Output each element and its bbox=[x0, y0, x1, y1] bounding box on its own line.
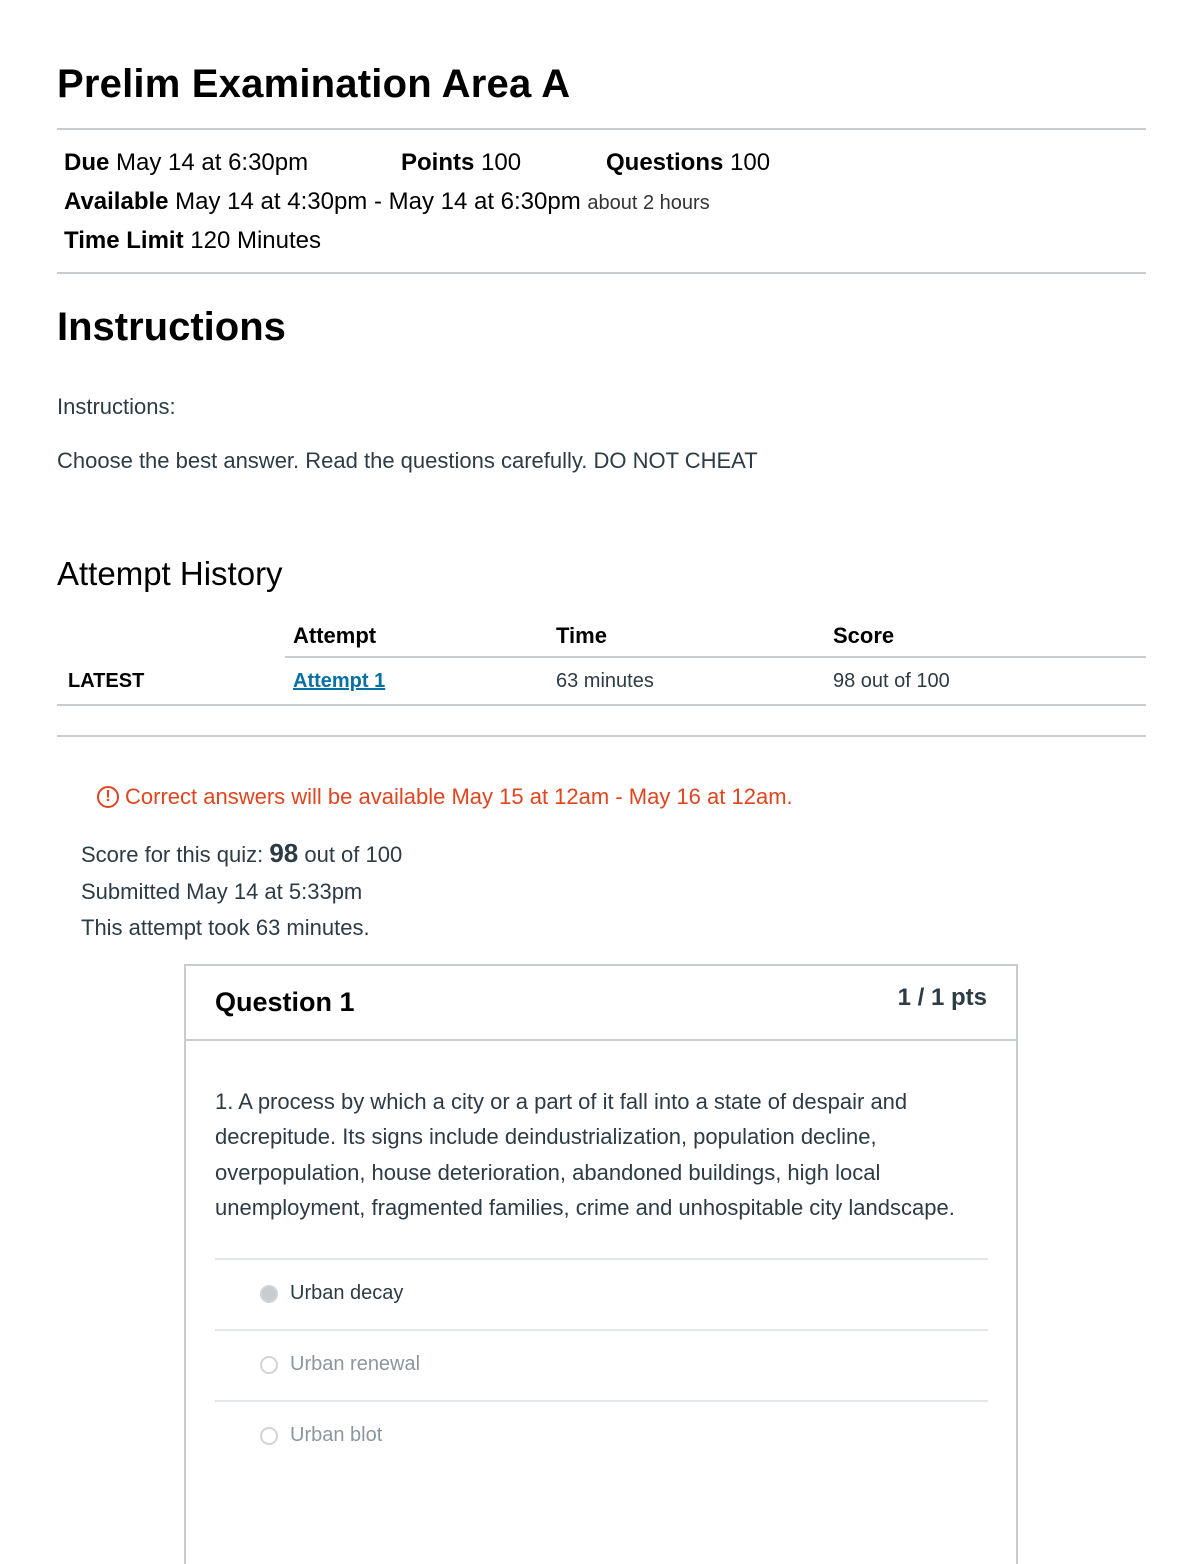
answer-label: Urban blot bbox=[290, 1424, 383, 1446]
page-title: Prelim Examination Area A bbox=[57, 62, 571, 106]
questions-label: Questions bbox=[606, 149, 724, 176]
column-header-time: Time bbox=[556, 623, 607, 648]
question-points: 1 / 1 pts bbox=[897, 984, 987, 1011]
due-label: Due bbox=[64, 149, 110, 176]
answer-label: Urban renewal bbox=[290, 1353, 421, 1375]
attempt-score: 98 out of 100 bbox=[833, 670, 950, 692]
exclamation-circle-icon: ! bbox=[97, 786, 119, 808]
correct-answers-notice bbox=[97, 784, 793, 810]
questions-field bbox=[606, 149, 770, 177]
radio-empty-icon[interactable] bbox=[260, 1427, 278, 1445]
question-header bbox=[186, 966, 1016, 1041]
quiz-meta-row-3 bbox=[64, 227, 321, 255]
answer-divider bbox=[215, 1258, 988, 1260]
answer-option[interactable] bbox=[260, 1282, 403, 1305]
latest-tag: LATEST bbox=[68, 670, 145, 692]
answer-divider bbox=[215, 1400, 988, 1402]
answer-divider bbox=[215, 1329, 988, 1331]
question-title: Question 1 bbox=[215, 987, 355, 1017]
score-suffix: out of 100 bbox=[304, 842, 403, 867]
score-prefix: Score for this quiz: bbox=[81, 842, 264, 867]
quiz-score bbox=[81, 838, 402, 869]
divider bbox=[57, 272, 1146, 274]
radio-selected-icon[interactable] bbox=[260, 1285, 278, 1303]
answer-option[interactable] bbox=[260, 1424, 382, 1447]
due-field bbox=[64, 149, 308, 177]
radio-empty-icon[interactable] bbox=[260, 1356, 278, 1374]
answer-label: Urban decay bbox=[290, 1282, 404, 1304]
score-value: 98 bbox=[269, 838, 299, 868]
column-header-attempt: Attempt bbox=[293, 623, 377, 648]
time-limit-label: Time Limit bbox=[64, 227, 184, 254]
attempt-duration: This attempt took 63 minutes. bbox=[81, 915, 370, 940]
question-text: 1. A process by which a city or a part of it fall into a state of despair and decrepitude. Its signs include deindustrialization, population decline, overpopulation, house deterioration, abandoned buildings, high local unemployment, fragmented families, crime and unhospitable city landscape. bbox=[215, 1089, 955, 1220]
points-value: 100 bbox=[481, 149, 522, 176]
quiz-meta-row-2 bbox=[64, 188, 710, 216]
column-header-score: Score bbox=[833, 623, 895, 648]
points-field bbox=[401, 149, 521, 177]
available-label: Available bbox=[64, 188, 169, 215]
attempt-link[interactable]: Attempt 1 bbox=[293, 670, 386, 692]
available-value: May 14 at 4:30pm - May 14 at 6:30pm bbox=[175, 188, 581, 215]
time-limit-value: 120 Minutes bbox=[190, 227, 321, 254]
table-bottom-rule bbox=[57, 704, 1146, 706]
attempt-time: 63 minutes bbox=[556, 670, 654, 692]
questions-value: 100 bbox=[730, 149, 771, 176]
available-duration: about 2 hours bbox=[587, 192, 710, 214]
answer-option[interactable] bbox=[260, 1353, 420, 1376]
attempt-history-heading: Attempt History bbox=[57, 555, 283, 592]
divider bbox=[57, 128, 1146, 130]
points-label: Points bbox=[401, 149, 475, 176]
instructions-heading: Instructions bbox=[57, 305, 286, 349]
instructions-body: Choose the best answer. Read the questions carefully. DO NOT CHEAT bbox=[57, 448, 758, 473]
question-card bbox=[184, 964, 1018, 1564]
divider bbox=[57, 735, 1146, 737]
due-value: May 14 at 6:30pm bbox=[116, 149, 309, 176]
notice-text: Correct answers will be available May 15 at 12am - May 16 at 12am. bbox=[125, 784, 793, 809]
submitted-time: Submitted May 14 at 5:33pm bbox=[81, 879, 363, 904]
table-header-rule bbox=[285, 656, 1146, 658]
instructions-label: Instructions: bbox=[57, 394, 176, 419]
